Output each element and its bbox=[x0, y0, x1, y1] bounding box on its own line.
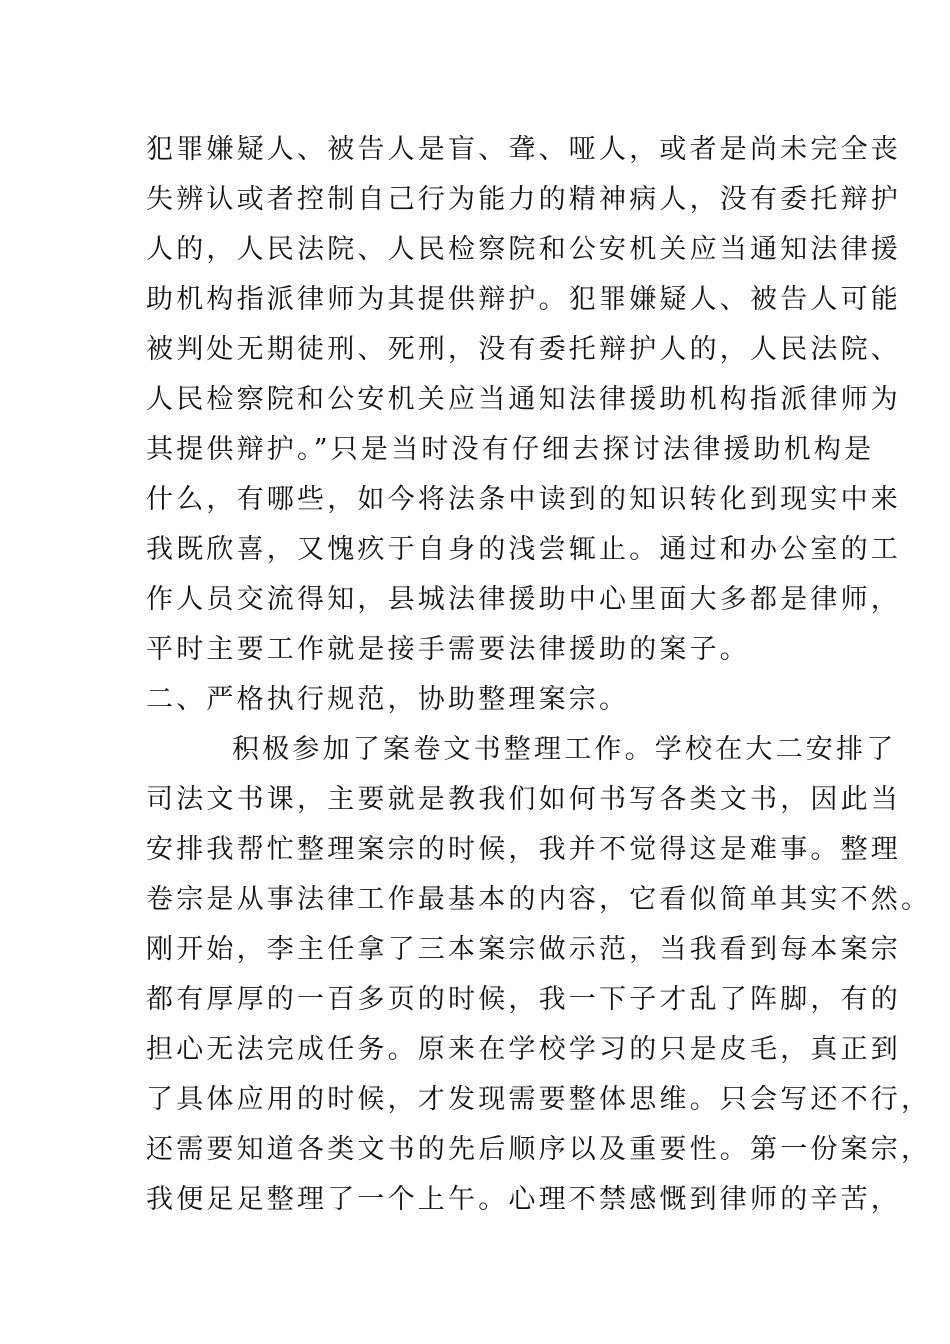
text-line: 我既欣喜，又愧疚于自身的浅尝辄止。通过和办公室的工 bbox=[146, 534, 901, 565]
text-line: 什么，有哪些，如今将法条中读到的知识转化到现实中来 bbox=[146, 484, 901, 515]
text-line: 其提供辩护。”只是当时没有仔细去探讨法律援助机构是 bbox=[146, 434, 875, 465]
text-line: 担心无法完成任务。原来在学校学习的只是皮毛，真正到 bbox=[146, 1034, 901, 1065]
text-line: 了具体应用的时候，才发现需要整体思维。只会写还不行， bbox=[146, 1084, 932, 1115]
text-line: 卷宗是从事法律工作最基本的内容，它看似简单其实不然。 bbox=[146, 884, 932, 915]
text-line: 还需要知道各类文书的先后顺序以及重要性。第一份案宗， bbox=[146, 1134, 932, 1165]
text-line: 司法文书课，主要就是教我们如何书写各类文书，因此当 bbox=[146, 784, 901, 815]
section-heading: 二、严格执行规范，协助整理案宗。 bbox=[146, 684, 630, 715]
text-line: 人民检察院和公安机关应当通知法律援助机构指派律师为 bbox=[146, 384, 901, 415]
text-line: 平时主要工作就是接手需要法律援助的案子。 bbox=[146, 634, 750, 665]
text-line: 助机构指派律师为其提供辩护。犯罪嫌疑人、被告人可能 bbox=[146, 284, 901, 315]
text-line: 犯罪嫌疑人、被告人是盲、聋、哑人，或者是尚未完全丧 bbox=[146, 134, 901, 165]
text-line: 都有厚厚的一百多页的时候，我一下子才乱了阵脚，有的 bbox=[146, 984, 901, 1015]
paragraph-first-line: 积极参加了案卷文书整理工作。学校在大二安排了 bbox=[232, 734, 897, 765]
text-line: 安排我帮忙整理案宗的时候，我并不觉得这是难事。整理 bbox=[146, 834, 901, 865]
text-line: 被判处无期徒刑、死刑，没有委托辩护人的，人民法院、 bbox=[146, 334, 901, 365]
text-line: 人的，人民法院、人民检察院和公安机关应当通知法律援 bbox=[146, 234, 901, 265]
text-line: 失辨认或者控制自己行为能力的精神病人，没有委托辩护 bbox=[146, 184, 901, 215]
text-line: 作人员交流得知，县城法律援助中心里面大多都是律师， bbox=[146, 584, 901, 615]
text-line: 我便足足整理了一个上午。心理不禁感慨到律师的辛苦， bbox=[146, 1184, 901, 1215]
text-line: 刚开始，李主任拿了三本案宗做示范，当我看到每本案宗 bbox=[146, 934, 901, 965]
